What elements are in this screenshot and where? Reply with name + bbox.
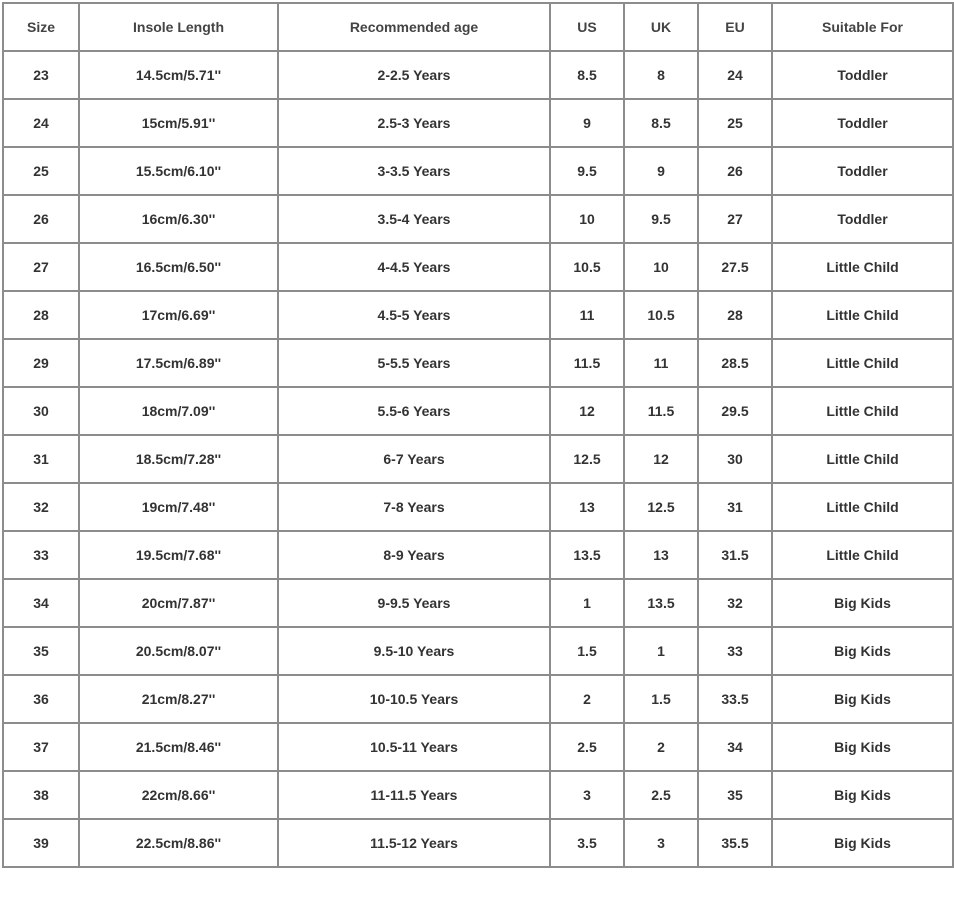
insole-length-cell: 19cm/7.48''	[79, 483, 278, 531]
recommended-age-cell: 9.5-10 Years	[278, 627, 550, 675]
header-insole-length: Insole Length	[79, 3, 278, 51]
eu-cell: 28	[698, 291, 772, 339]
uk-cell: 1	[624, 627, 698, 675]
header-eu: EU	[698, 3, 772, 51]
insole-length-cell: 15.5cm/6.10''	[79, 147, 278, 195]
size-chart-table	[2, 2, 954, 868]
uk-cell: 8	[624, 51, 698, 99]
suitable-for-cell: Big Kids	[772, 771, 953, 819]
table-row	[3, 531, 953, 579]
us-cell: 2	[550, 675, 624, 723]
table-row	[3, 579, 953, 627]
uk-cell: 9	[624, 147, 698, 195]
recommended-age-cell: 2-2.5 Years	[278, 51, 550, 99]
us-cell: 12.5	[550, 435, 624, 483]
table-row	[3, 675, 953, 723]
us-cell: 1	[550, 579, 624, 627]
suitable-for-cell: Toddler	[772, 51, 953, 99]
size-cell: 37	[3, 723, 79, 771]
recommended-age-cell: 3-3.5 Years	[278, 147, 550, 195]
eu-cell: 34	[698, 723, 772, 771]
suitable-for-cell: Little Child	[772, 339, 953, 387]
insole-length-cell: 16.5cm/6.50''	[79, 243, 278, 291]
size-cell: 30	[3, 387, 79, 435]
us-cell: 9	[550, 99, 624, 147]
size-cell: 25	[3, 147, 79, 195]
recommended-age-cell: 5.5-6 Years	[278, 387, 550, 435]
size-cell: 26	[3, 195, 79, 243]
recommended-age-cell: 6-7 Years	[278, 435, 550, 483]
table-row	[3, 195, 953, 243]
eu-cell: 28.5	[698, 339, 772, 387]
eu-cell: 33	[698, 627, 772, 675]
table-row	[3, 819, 953, 867]
size-cell: 31	[3, 435, 79, 483]
insole-length-cell: 18.5cm/7.28''	[79, 435, 278, 483]
insole-length-cell: 20cm/7.87''	[79, 579, 278, 627]
insole-length-cell: 18cm/7.09''	[79, 387, 278, 435]
size-cell: 29	[3, 339, 79, 387]
recommended-age-cell: 9-9.5 Years	[278, 579, 550, 627]
suitable-for-cell: Big Kids	[772, 723, 953, 771]
us-cell: 8.5	[550, 51, 624, 99]
uk-cell: 9.5	[624, 195, 698, 243]
eu-cell: 31	[698, 483, 772, 531]
us-cell: 1.5	[550, 627, 624, 675]
recommended-age-cell: 3.5-4 Years	[278, 195, 550, 243]
eu-cell: 32	[698, 579, 772, 627]
eu-cell: 27	[698, 195, 772, 243]
size-cell: 36	[3, 675, 79, 723]
table-row	[3, 387, 953, 435]
recommended-age-cell: 10-10.5 Years	[278, 675, 550, 723]
header-us: US	[550, 3, 624, 51]
size-cell: 33	[3, 531, 79, 579]
insole-length-cell: 19.5cm/7.68''	[79, 531, 278, 579]
suitable-for-cell: Little Child	[772, 531, 953, 579]
insole-length-cell: 21cm/8.27''	[79, 675, 278, 723]
insole-length-cell: 15cm/5.91''	[79, 99, 278, 147]
uk-cell: 1.5	[624, 675, 698, 723]
header-size: Size	[3, 3, 79, 51]
size-cell: 34	[3, 579, 79, 627]
us-cell: 3.5	[550, 819, 624, 867]
suitable-for-cell: Toddler	[772, 99, 953, 147]
suitable-for-cell: Toddler	[772, 147, 953, 195]
suitable-for-cell: Toddler	[772, 195, 953, 243]
uk-cell: 10	[624, 243, 698, 291]
table-body	[3, 51, 953, 867]
eu-cell: 29.5	[698, 387, 772, 435]
header-suitable-for: Suitable For	[772, 3, 953, 51]
suitable-for-cell: Big Kids	[772, 579, 953, 627]
uk-cell: 10.5	[624, 291, 698, 339]
insole-length-cell: 20.5cm/8.07''	[79, 627, 278, 675]
suitable-for-cell: Little Child	[772, 291, 953, 339]
table-row	[3, 339, 953, 387]
us-cell: 13.5	[550, 531, 624, 579]
table-row	[3, 723, 953, 771]
insole-length-cell: 16cm/6.30''	[79, 195, 278, 243]
recommended-age-cell: 4-4.5 Years	[278, 243, 550, 291]
eu-cell: 25	[698, 99, 772, 147]
table-row	[3, 291, 953, 339]
suitable-for-cell: Big Kids	[772, 819, 953, 867]
recommended-age-cell: 11-11.5 Years	[278, 771, 550, 819]
table-row	[3, 243, 953, 291]
uk-cell: 13	[624, 531, 698, 579]
size-cell: 35	[3, 627, 79, 675]
table-header-row	[3, 3, 953, 51]
uk-cell: 11.5	[624, 387, 698, 435]
table-row	[3, 147, 953, 195]
eu-cell: 26	[698, 147, 772, 195]
recommended-age-cell: 7-8 Years	[278, 483, 550, 531]
insole-length-cell: 22cm/8.66''	[79, 771, 278, 819]
insole-length-cell: 21.5cm/8.46''	[79, 723, 278, 771]
insole-length-cell: 17.5cm/6.89''	[79, 339, 278, 387]
uk-cell: 2	[624, 723, 698, 771]
size-cell: 27	[3, 243, 79, 291]
suitable-for-cell: Big Kids	[772, 627, 953, 675]
uk-cell: 12.5	[624, 483, 698, 531]
size-cell: 28	[3, 291, 79, 339]
us-cell: 3	[550, 771, 624, 819]
size-cell: 32	[3, 483, 79, 531]
table-row	[3, 771, 953, 819]
uk-cell: 2.5	[624, 771, 698, 819]
size-cell: 38	[3, 771, 79, 819]
suitable-for-cell: Big Kids	[772, 675, 953, 723]
table-row	[3, 99, 953, 147]
size-cell: 24	[3, 99, 79, 147]
us-cell: 12	[550, 387, 624, 435]
eu-cell: 24	[698, 51, 772, 99]
eu-cell: 27.5	[698, 243, 772, 291]
table-row	[3, 435, 953, 483]
table-row	[3, 627, 953, 675]
eu-cell: 35.5	[698, 819, 772, 867]
insole-length-cell: 17cm/6.69''	[79, 291, 278, 339]
eu-cell: 35	[698, 771, 772, 819]
eu-cell: 30	[698, 435, 772, 483]
recommended-age-cell: 11.5-12 Years	[278, 819, 550, 867]
recommended-age-cell: 2.5-3 Years	[278, 99, 550, 147]
recommended-age-cell: 8-9 Years	[278, 531, 550, 579]
us-cell: 10	[550, 195, 624, 243]
insole-length-cell: 22.5cm/8.86''	[79, 819, 278, 867]
us-cell: 9.5	[550, 147, 624, 195]
uk-cell: 8.5	[624, 99, 698, 147]
table-row	[3, 483, 953, 531]
us-cell: 11.5	[550, 339, 624, 387]
uk-cell: 11	[624, 339, 698, 387]
eu-cell: 31.5	[698, 531, 772, 579]
header-uk: UK	[624, 3, 698, 51]
table-row	[3, 51, 953, 99]
us-cell: 13	[550, 483, 624, 531]
us-cell: 2.5	[550, 723, 624, 771]
suitable-for-cell: Little Child	[772, 243, 953, 291]
suitable-for-cell: Little Child	[772, 483, 953, 531]
recommended-age-cell: 4.5-5 Years	[278, 291, 550, 339]
suitable-for-cell: Little Child	[772, 387, 953, 435]
recommended-age-cell: 5-5.5 Years	[278, 339, 550, 387]
size-cell: 39	[3, 819, 79, 867]
insole-length-cell: 14.5cm/5.71''	[79, 51, 278, 99]
suitable-for-cell: Little Child	[772, 435, 953, 483]
uk-cell: 3	[624, 819, 698, 867]
uk-cell: 12	[624, 435, 698, 483]
header-recommended-age: Recommended age	[278, 3, 550, 51]
recommended-age-cell: 10.5-11 Years	[278, 723, 550, 771]
uk-cell: 13.5	[624, 579, 698, 627]
us-cell: 10.5	[550, 243, 624, 291]
us-cell: 11	[550, 291, 624, 339]
eu-cell: 33.5	[698, 675, 772, 723]
size-cell: 23	[3, 51, 79, 99]
